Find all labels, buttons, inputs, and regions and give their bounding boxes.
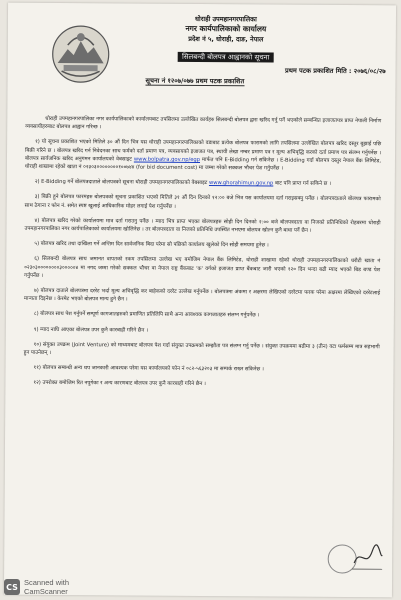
municipality-website-link[interactable]: www.ghorahimun.gov.np (208, 180, 274, 187)
clause-1: १) यो सूचना प्रकाशित भएको मितिले ३० औं दिन भित्र यस धोराही उपमहानगरपालिकाको वडाबाट प्रत्येक बोलपत्र फारामको लागि तपसिलमा उल्लेखित बोलपत्र खरिद दस्तुर बुझाई पछि बिक्री गरिने छ । बोलपत्र खरिद गर्न निवेदनका साथ फर्मको दर्ता प्रमाण पत्र, व्यवसायको इजाजत पत्र, स्थायी लेखा नम्बर प्रमाण पत्र र मूल्य अभिवृद्धि करको दर्ता प्रमाण पत्र संलग्न गर्नुपर्नेछ । बोलपत्र सार्वजनिक खरिद अनुगमन कार्यालयको वेबसाइट www.bolpatra.gov.np/egp मार्फत पनि E-Bidding गर्न सकिनेछ । E-Bidding गर्दा बोलपत्र दस्तुर नेपाल बैंक लिमिटेड, धोराही शाखामा रहेको खाता नं ०२३०३००००००००१००७४४ (for bid document cost) मा जम्मा गरेको सक्कल भौचर पेश गर्नुपर्नेछ । (24, 139, 382, 172)
clause-4: ४) बोलपत्र खरिद गरेको कार्यालयमा मात्र दर्ता गराउनु पर्नेछ । म्याद भित्र प्राप्त भएका बोलपत्रहरु सोही दिन दिनको २:०० बजे बोलपत्रदाता वा निजको प्रतिनिधिको रोहबरमा धोराही उपमहानगरपालिका नगर कार्यपालिकाको कार्यालयमा खोलिनेछ । तर बोलपत्रदाता वा निजको प्रतिनिधि उपस्थित नभएमा बोलपत्र खोल्न कुनै बाधा पर्ने छैन । (24, 217, 381, 234)
clause-3: ३) बिक्री हुने बोलपत्र फारमहरु बोलपत्रको सूचना प्रकाशित भएको मितिले ३१ औं दिन दिनको १२:०० बजे भित्र यस कार्यालयमा दर्ता गराइसक्नु पर्नेछ । बोलपत्रदाताले बोलपत्र फारामको साथ ठेगाना र फोन नं. समेत स्पष्ट खुलाई आधिकारिक मोहर लगाई पेश गर्नुपर्नेछ । (24, 194, 381, 210)
bolpatra-link[interactable]: www.bolpatra.gov.np/egp (133, 156, 201, 163)
clause-8: ८) बोलपत्र साथ पेश गर्नुपर्ने सम्पूर्ण कागजातहरुको प्रमाणित प्रतिलिपि साथै अन्य आवश्यक कागजातहरु संलग्न गर्नुपर्नेछ । (33, 311, 260, 319)
clause-2: २) E-Bidding गर्ने बोलपत्रदाताले बोलपत्रको सूचना धोराही उपमहानगरपालिकाको वेबसाइट www.ghorahimun.gov.np बाट पनि प्राप्त गर्न सकिने छ । (34, 179, 331, 188)
clause-10: १०) संयुक्त उपक्रम (Joint Venture) को माध्यमबाट बोलपत्र पेश गर्दा संयुक्त उपक्रमको सम्झौता पत्र संलग्न गर्नु पर्नेछ । संयुक्त उपक्रममा बढीमा ३ (तीन) वटा फर्मसम्म मात्र सहभागी हुन पाउनेछन् । (23, 341, 380, 357)
office-address: प्रदेश नं ५, धोराही, दाङ, नेपाल (188, 34, 264, 44)
office-line-2: नगर कार्यपालिकाको कार्यालय (185, 23, 267, 34)
signature-stamp-icon (324, 539, 384, 579)
notice-body (23, 115, 381, 397)
intro-paragraph: धोराही उपमहानगरपालिका नगर कार्यपालिकाको कार्यालयबाट तपसिलमा उल्लेखित कार्यहरु सिलबन्दी बोलपत्र द्वारा खरिद गर्नु पर्ने भएकोले सम्बन्धित इजाजतपत्र प्राप्त नेपाली निर्माण व्यवसायीहरुबाट बोलपत्र आह्वान गरिन्छ । (25, 115, 382, 131)
nepal-government-emblem-icon (49, 23, 111, 85)
notice-number: सूचना नं १२०७/०७७ प्रथम पटक प्रकाशित (145, 76, 245, 86)
camscanner-logo-icon: CS (4, 579, 20, 595)
office-line-1: धोराही उपमहानगरपालिका (195, 14, 257, 24)
clause-9: ९) म्याद नाघि आएका बोलपत्र उपर कुनै कारबाही गरिने छैन । (33, 326, 148, 334)
camscanner-watermark: Scanned with CamScanner (24, 578, 70, 596)
notice-document (4, 3, 396, 598)
notice-header (116, 13, 336, 64)
clause-11: ११) बोलपत्र सम्बन्धी अन्य थप जानकारी आवश्यक परेमा यस कार्यालयको फोन नं ०८२-५६३२०३ मा सम्पर्क राख्न सकिनेछ । (33, 365, 264, 373)
publish-date: प्रथम पटक प्रकाशित मिति : २०७६/०८/२७ (285, 66, 386, 76)
clause-12: १२) उपरोक्त बमोजिम रित नपुगेका र अन्य कारणबाट बोलपत्र उपर कुनै कारबाही गरिने छैन । (33, 380, 206, 388)
clause-6: ६) सिलबन्दी बोलपत्र साथ जमानत वापतको रकम तपसिलमा उल्लेख भए बमोजिम नेपाल बैंक लिमिटेड, धोराही शाखामा रहेको धोराही उपमहानगरपालिकाको धरौटी खाता नं ०२३०३००००००००३०००००४ मा नगद जम्मा गरेको सक्कल भौचर वा नेपाल राष्ट्र बैंकबाट 'क' वर्गको इजाजत प्राप्त बैंकबाट जारी भएको १२० दिन भन्दा बढी म्याद भएको बिड बण्ड पेश गर्नुपर्नेछ । (24, 256, 381, 279)
clause-7: ७) बोलपत्र दाताले बोलपत्रमा दररेट भर्दा मूल्य अभिवृद्धि कर बाहेकको दररेट उल्लेख गर्नुपर्नेछ । बोलपत्रमा अंकमा र अक्षरमा लेखिएको दररेटमा फरक परेमा अक्षरमा लेखिएको दररेटलाई मान्यता दिइनेछ । केरमेट भएको बोलपत्र मान्य हुने छैन । (23, 287, 381, 303)
notice-title: सिलबन्दी बोलपत्र आह्वानको सूचना (178, 52, 273, 63)
clause-5: ५) बोलपत्र खरिद तथा दाखिला गर्ने अन्तिम दिन सार्वजनिक बिदा परेमा सो पछिको कार्यालय खुलेको दिन सोही समयमा हुनेछ । (34, 241, 269, 249)
